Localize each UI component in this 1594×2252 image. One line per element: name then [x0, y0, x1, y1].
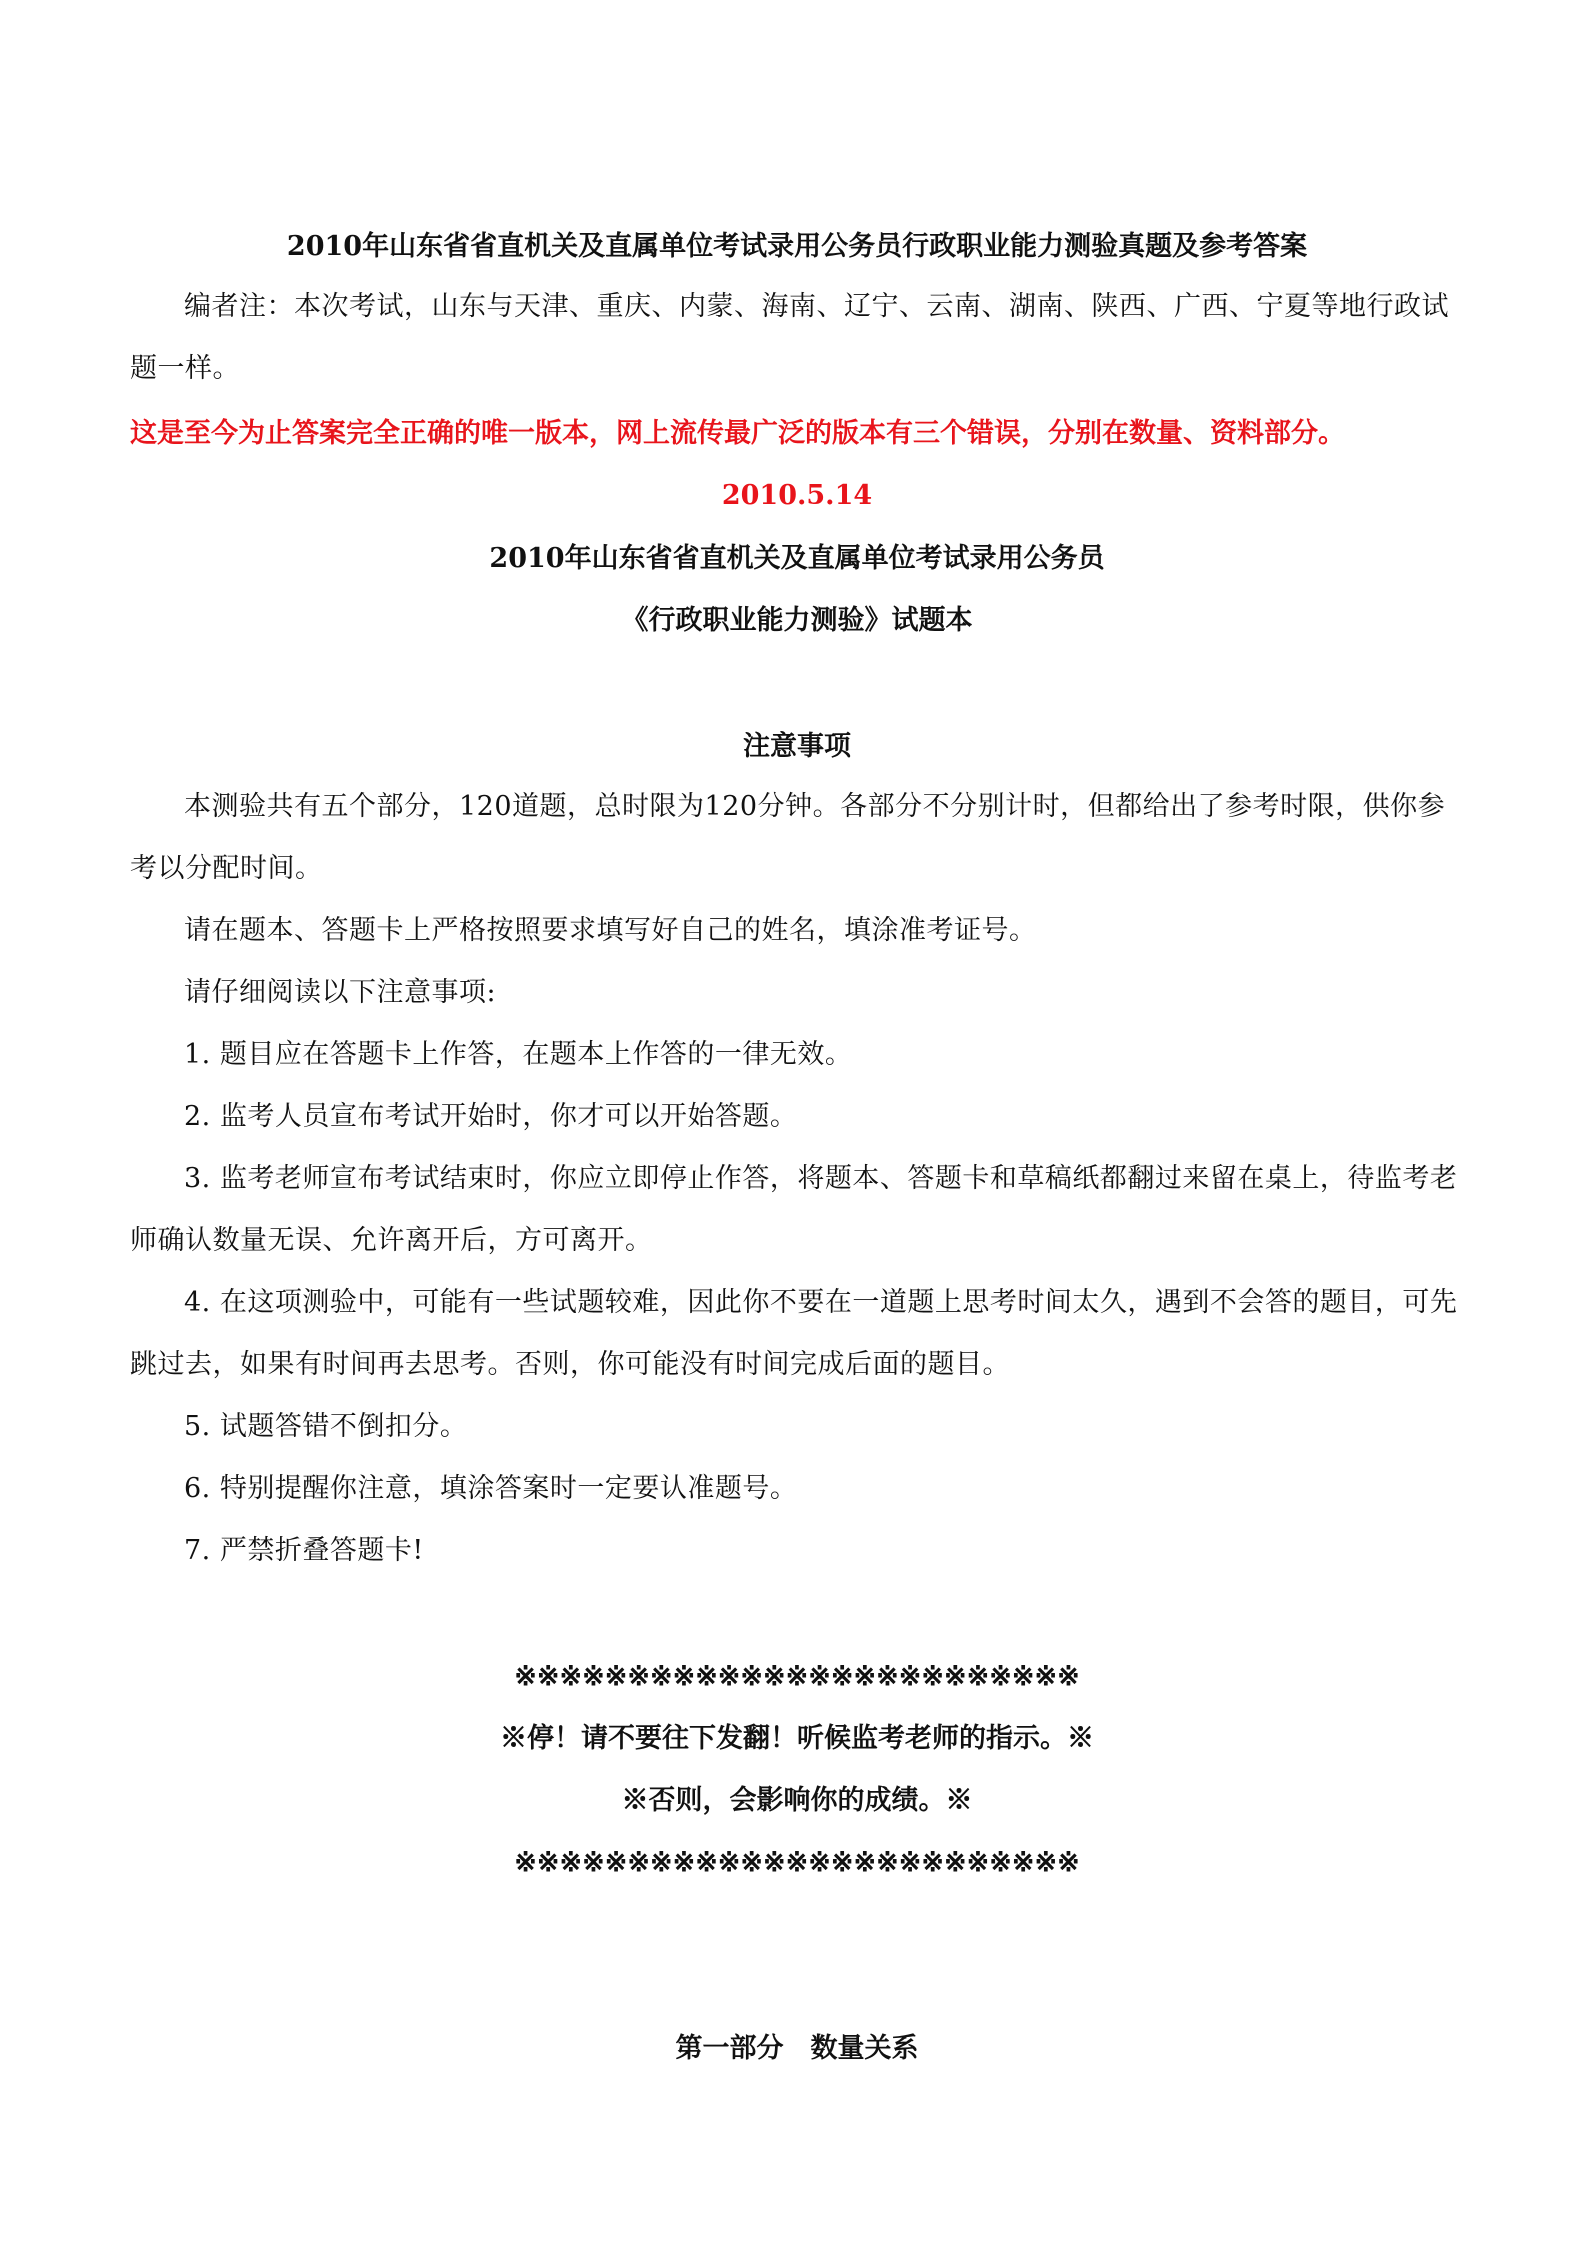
- notice-intro-line-2: 考以分配时间。: [130, 853, 323, 884]
- warning-stars-top: ※※※※※※※※※※※※※※※※※※※※※※※※※: [514, 1661, 1080, 1692]
- notice-item-7: 7. 严禁折叠答题卡!: [184, 1535, 424, 1566]
- notice-intro-line-1: 本测验共有五个部分，120道题，总时限为120分钟。各部分不分别计时，但都给出了参考时限，供你参: [184, 791, 1446, 822]
- notice-item-2: 2. 监考人员宣布考试开始时，你才可以开始答题。: [184, 1101, 798, 1132]
- warning-stop-line: ※停！请不要往下发翻！听候监考老师的指示。※: [500, 1723, 1094, 1754]
- red-notice: 这是至今为止答案完全正确的唯一版本，网上流传最广泛的版本有三个错误，分别在数量、资料部分。: [130, 418, 1345, 449]
- section-title: 第一部分 数量关系: [675, 2033, 919, 2064]
- notice-item-6: 6. 特别提醒你注意，填涂答案时一定要认准题号。: [184, 1473, 798, 1504]
- date-line: 2010.5.14: [721, 480, 873, 511]
- subtitle-line-1: 2010年山东省省直机关及直属单位考试录用公务员: [489, 543, 1105, 574]
- notice-item-3-continued: 师确认数量无误、允许离开后，方可离开。: [130, 1225, 653, 1256]
- notice-item-5: 5. 试题答错不倒扣分。: [184, 1411, 468, 1442]
- warning-stars-bottom: ※※※※※※※※※※※※※※※※※※※※※※※※※: [514, 1847, 1080, 1878]
- notice-item-3: 3. 监考老师宣布考试结束时，你应立即停止作答，将题本、答题卡和草稿纸都翻过来留在桌上，待监考老: [184, 1163, 1458, 1194]
- editor-note-line-1: 编者注：本次考试，山东与天津、重庆、内蒙、海南、辽宁、云南、湖南、陕西、广西、宁夏等地行政试: [184, 291, 1449, 322]
- notice-item-4-continued: 跳过去，如果有时间再去思考。否则，你可能没有时间完成后面的题目。: [130, 1349, 1010, 1380]
- notice-item-4: 4. 在这项测验中，可能有一些试题较难，因此你不要在一道题上思考时间太久，遇到不会答的题目，可先: [184, 1287, 1458, 1318]
- fill-info-line: 请在题本、答题卡上严格按照要求填写好自己的姓名，填涂准考证号。: [184, 915, 1037, 946]
- warning-otherwise-line: ※否则，会影响你的成绩。※: [621, 1785, 973, 1816]
- subtitle-line-2: 《行政职业能力测验》试题本: [621, 605, 973, 636]
- read-carefully-line: 请仔细阅读以下注意事项:: [184, 977, 497, 1008]
- main-title: 2010年山东省省直机关及直属单位考试录用公务员行政职业能力测验真题及参考答案: [286, 231, 1308, 262]
- notice-item-1: 1. 题目应在答题卡上作答，在题本上作答的一律无效。: [184, 1039, 853, 1070]
- editor-note-line-2: 题一样。: [130, 353, 240, 384]
- notice-heading: 注意事项: [743, 731, 851, 762]
